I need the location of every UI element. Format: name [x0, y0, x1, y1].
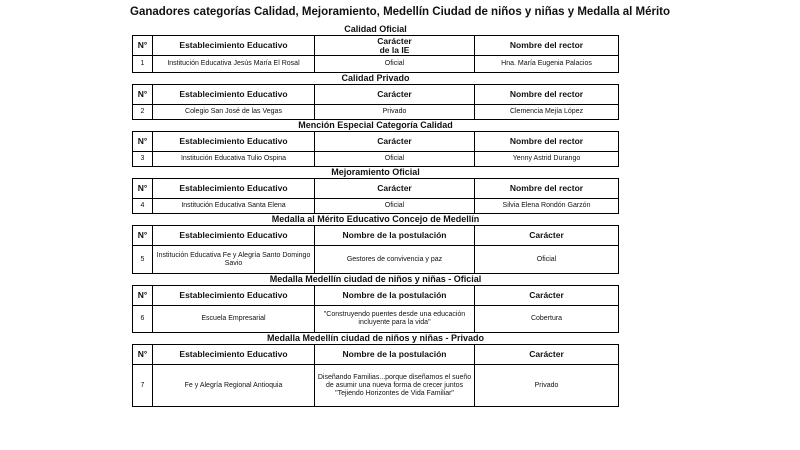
column-header-establecimiento-educativo: Establecimiento Educativo	[153, 226, 315, 246]
column-header-nombre-del-rector: Nombre del rector	[475, 85, 619, 105]
column-header-establecimiento-educativo: Establecimiento Educativo	[153, 179, 315, 199]
col4-cell: Clemencia Mejía López	[475, 105, 619, 120]
section-title-row	[133, 24, 619, 36]
col4-cell: Privado	[475, 365, 619, 407]
column-header-nombre-del-rector: Nombre del rector	[475, 179, 619, 199]
column-header-caracter: Carácter	[475, 345, 619, 365]
column-header-n: N°	[133, 226, 153, 246]
section-title-row	[133, 167, 619, 179]
section-title-row	[133, 120, 619, 132]
column-header-establecimiento-educativo: Establecimiento Educativo	[153, 286, 315, 306]
column-header-caracter: Carácter	[475, 226, 619, 246]
table-row	[133, 199, 619, 214]
col4-cell: Silvia Elena Rondón Garzón	[475, 199, 619, 214]
column-header-establecimiento-educativo: Establecimiento Educativo	[153, 36, 315, 56]
section-title-row	[133, 333, 619, 345]
col4-cell: Cobertura	[475, 306, 619, 333]
header-row	[133, 286, 619, 306]
row-number: 5	[133, 246, 153, 274]
column-header-nombre-del-rector: Nombre del rector	[475, 132, 619, 152]
header-row	[133, 132, 619, 152]
establishment-cell: Colegio San José de las Vegas	[153, 105, 315, 120]
column-header-n: N°	[133, 36, 153, 56]
col3-cell: "Construyendo puentes desde una educación incluyente para la vida"	[315, 306, 475, 333]
establishment-cell: Fe y Alegría Regional Antioquia	[153, 365, 315, 407]
section-title: Medalla Medellín ciudad de niños y niñas - Privado	[266, 333, 485, 343]
col4-cell: Hna. María Eugenia Palacios	[475, 56, 619, 73]
table-row	[133, 246, 619, 274]
col3-cell: Diseñando Familias...porque diseñamos el sueño de asumir una nueva forma de crecer juntos "Tejiendo Horizontes de Vida Familiar"	[315, 365, 475, 407]
winners-tables	[132, 24, 618, 407]
header-row	[133, 179, 619, 199]
section-title: Medalla Medellín ciudad de niños y niñas - Oficial	[269, 274, 482, 284]
col4-cell: Yenny Astrid Durango	[475, 152, 619, 167]
column-header-n: N°	[133, 132, 153, 152]
column-header-caracter: Carácter	[475, 286, 619, 306]
header-row	[133, 36, 619, 56]
header-row	[133, 85, 619, 105]
row-number: 7	[133, 365, 153, 407]
section-title-row	[133, 214, 619, 226]
col3-cell: Oficial	[315, 152, 475, 167]
table-row	[133, 306, 619, 333]
column-header-establecimiento-educativo: Establecimiento Educativo	[153, 132, 315, 152]
column-header-n: N°	[133, 179, 153, 199]
establishment-cell: Escuela Empresarial	[153, 306, 315, 333]
row-number: 3	[133, 152, 153, 167]
header-row	[133, 226, 619, 246]
section-title-row	[133, 73, 619, 85]
column-header-caracter: Carácter	[315, 179, 475, 199]
table-row	[133, 56, 619, 73]
col4-cell: Oficial	[475, 246, 619, 274]
column-header-nombre-de-la-postulacion: Nombre de la postulación	[315, 286, 475, 306]
establishment-cell: Institución Educativa Fe y Alegría Santo Domingo Savio	[153, 246, 315, 274]
column-header-nombre-del-rector: Nombre del rector	[475, 36, 619, 56]
col3-cell: Oficial	[315, 56, 475, 73]
section-title: Calidad Oficial	[344, 24, 407, 34]
establishment-cell: Institución Educativa Tulio Ospina	[153, 152, 315, 167]
section-title: Medalla al Mérito Educativo Concejo de Medellín	[271, 214, 480, 224]
column-header-n: N°	[133, 345, 153, 365]
row-number: 4	[133, 199, 153, 214]
establishment-cell: Institución Educativa Jesús María El Rosal	[153, 56, 315, 73]
column-header-n: N°	[133, 286, 153, 306]
column-header-establecimiento-educativo: Establecimiento Educativo	[153, 345, 315, 365]
column-header-caracter-de-la-ie: Carácter de la IE	[315, 36, 475, 56]
table-row	[133, 365, 619, 407]
section-title: Mención Especial Categoría Calidad	[298, 120, 453, 130]
column-header-establecimiento-educativo: Establecimiento Educativo	[153, 85, 315, 105]
column-header-nombre-de-la-postulacion: Nombre de la postulación	[315, 226, 475, 246]
page-title: Ganadores categorías Calidad, Mejoramiento, Medellín Ciudad de niños y niñas y Medalla al Mérito	[130, 6, 670, 18]
section-title: Calidad Privado	[341, 73, 410, 83]
column-header-caracter: Carácter	[315, 132, 475, 152]
col3-cell: Privado	[315, 105, 475, 120]
row-number: 6	[133, 306, 153, 333]
row-number: 2	[133, 105, 153, 120]
column-header-caracter: Carácter	[315, 85, 475, 105]
header-row	[133, 345, 619, 365]
table-row	[133, 105, 619, 120]
column-header-n: N°	[133, 85, 153, 105]
table-row	[133, 152, 619, 167]
col3-cell: Oficial	[315, 199, 475, 214]
col3-cell: Gestores de convivencia y paz	[315, 246, 475, 274]
column-header-nombre-de-la-postulacion: Nombre de la postulación	[315, 345, 475, 365]
establishment-cell: Institución Educativa Santa Elena	[153, 199, 315, 214]
section-title: Mejoramiento Oficial	[331, 167, 420, 177]
winners-table	[132, 24, 619, 407]
section-title-row	[133, 274, 619, 286]
row-number: 1	[133, 56, 153, 73]
